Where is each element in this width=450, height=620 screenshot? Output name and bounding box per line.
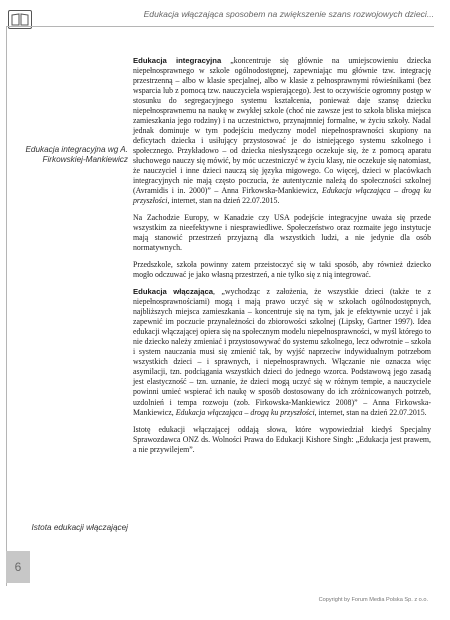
margin-note-inclusion-essence: Istota edukacji włączającej — [31, 523, 128, 532]
source-title: Edukacja włączająca – drogą ku przyszłości — [175, 407, 315, 417]
paragraph-west: Na Zachodzie Europy, w Kanadzie czy USA podejście integracyjne uważa się przede wszystkim za nieefektywne i niesprawiedliwe. Społeczeństwo oraz rozmaite jego instytucje mają stanowić przestrzeń przyjazną dla wszystkich ludzi, a nie jedynie dla osób normatywnych. — [133, 213, 431, 253]
footer-copyright: Copyright by Forum Media Polska Sp. z o.o. — [318, 597, 428, 603]
body-text — [133, 56, 431, 462]
paragraph-integration: Edukacja integracyjna „koncentruje się głównie na umiejscowieniu dziecka niepełnosprawnego w szkole ogólnodostępnej, zapewniając mu głównie tzw. integrację przestrzenną – albo w klasie specjalnej, albo w klasie z pełnosprawnymi rówieśnikami (bez wsparcia lub z pomocą tzw. nauczyciela wspierającego). Jest to oczywiście ogromny postęp w stosunku do segregacyjnego systemu kształcenia, ponieważ daje szansę dziecku niepełnosprawnemu na naukę w zwykłej szkole (choć nie zawsze jest to szkoła bliska miejsca zamieszkania jego rodziny) i na uczestnictwo, przynajmniej formalne, w życiu szkoły. Nadal jednak dominuje w tym podejściu medyczny model niepełnosprawności skupiony na deficytach dziecka i usiłujący przystosować je do istniejącego systemu szkolnego i społecznego. Przykładowo – od dziecka niesłyszącego oczekuje się, że z pomocą aparatu słuchowego nauczy się mówić, by móc uczestniczyć w życiu klasy, nie oczekuje się natomiast, że nauczyciel i inne dzieci nauczą się języka migowego. Co więcej, dzieci w placówkach integracyjnych nie mają często poczucia, że autentycznie należą do społeczności szkolnej (Avramidis i in. 2000)” – Anna Firkowska-Mankiewicz, Edukacja włączająca – drogą ku przyszłości, internet, stan na dzień 22.07.2015. — [133, 56, 431, 206]
paragraph-kindergarten: Przedszkole, szkoła powinny zatem przeistoczyć się w taki sposób, aby również dziecko mogło odczuwać je jako własną przestrzeń, a nie tylko się z nią integrować. — [133, 260, 431, 280]
left-margin-divider — [6, 26, 7, 586]
paragraph-inclusion: Edukacja włączająca, „wychodząc z założenia, że wszystkie dzieci (także te z niepełnosprawnościami) mogą i mają prawo uczyć się w szkołach ogólnodostępnych, najbliższych miejsca zamieszkania – koncentruje się na tym, jak je efektywnie uczyć i jak zapewnić im poczucie przynależności do zbiorowości szkolnej (Lipsky, Gartner 1997). Idea edukacji włączającej opiera się na społecznym modelu niepełnosprawności, w myśl którego to nie dziecko należy zmieniać i przystosowywać do systemu szkolnego, lecz odwrotnie – szkoła i system nauczania musi się zmienić tak, by wyjść naprzeciw indywidualnym potrzebom wszystkich dzieci – i sprawnych, i niepełnosprawnych. Włączanie nie oznacza więc asymilacji, tzn. podciągania wszystkich dzieci do jednego wzorca. Podstawową jego zasadą jest elastyczność – tzn. uznanie, że dzieci mogą uczyć się w różnym tempie, a nauczyciele powinni umieć wspierać ich naukę w sposób dostosowany do ich zróżnicowanych potrzeb, uzdolnień i tempa rozwoju (zob. Firkowska-Mankiewicz 2008)” – Anna Firkowska-Mankiewicz, Edukacja włączająca – drogą ku przyszłości, internet, stan na dzień 22.07.2015. — [133, 287, 432, 417]
source-title: Edukacja włączająca – drogą ku przyszłości — [133, 186, 431, 206]
term-inclusion: Edukacja włączająca — [133, 287, 214, 297]
margin-note-integration: Edukacja integracyjna wg A. Firkowskiej-Mankiewicz — [25, 145, 128, 165]
paragraph-quote: Istotę edukacji włączającej oddają słowa, które wypowiedział kiedyś Specjalny Sprawozdawca ONZ ds. Wolności Prawa do Edukacji Kishore Singh: „Edukacja jest prawem, a nie przywilejem”. — [133, 424, 431, 454]
header-divider — [6, 26, 434, 27]
term-integration: Edukacja integracyjna — [133, 56, 222, 65]
page-number: 6 — [6, 551, 30, 583]
running-header-title: Edukacja włączająca sposobem na zwiększenie szans rozwojowych dzieci... — [143, 9, 434, 19]
